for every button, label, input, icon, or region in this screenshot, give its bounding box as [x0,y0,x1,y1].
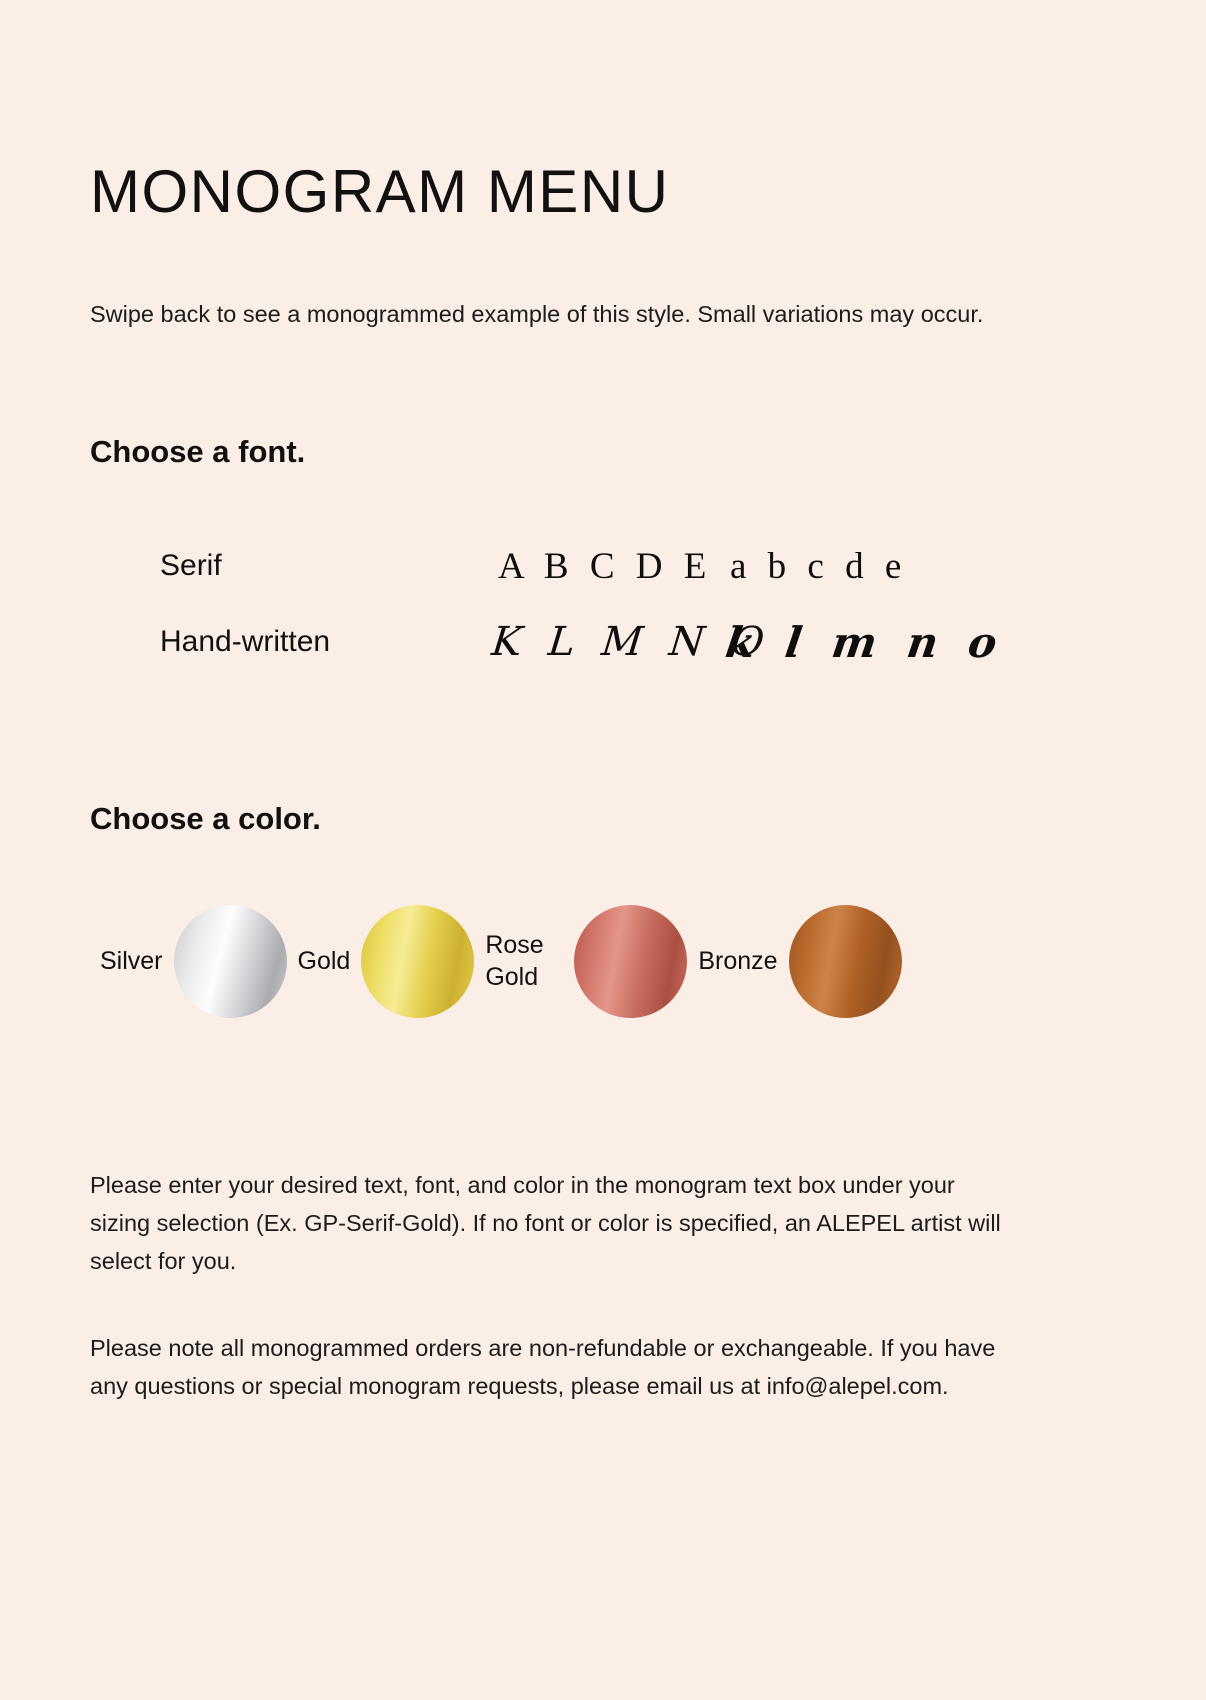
silver-swatch-icon[interactable] [174,905,287,1018]
color-option-label: Gold [297,946,351,975]
gold-swatch-icon[interactable] [361,905,474,1018]
color-option-label: Silver [100,946,163,975]
color-option-gold[interactable] [298,905,486,1018]
intro-paragraph: Swipe back to see a monogrammed example of this style. Small variations may occur. [90,300,984,327]
font-sample-lowercase: a b c d e [730,545,908,587]
color-option-label: Bronze [698,946,778,975]
font-option-label: Hand-written [160,625,331,658]
choose-color-heading: Choose a color. [90,800,321,836]
font-options-list [160,528,1040,680]
font-option-serif[interactable] [160,528,1040,604]
font-sample-uppercase: A B C D E [498,545,713,587]
choose-font-heading: Choose a font. [90,433,306,469]
bronze-swatch-icon[interactable] [789,905,902,1018]
font-sample-uppercase: K L M N O [489,619,774,665]
font-option-label: Serif [160,549,222,582]
page-title: MONOGRAM MENU [90,158,670,226]
rose-gold-swatch-icon[interactable] [574,905,687,1018]
font-sample-lowercase: k l m n o [722,617,1008,667]
refund-policy-paragraph: Please note all monogrammed orders are non-refundable or exchangeable. If you have any questions or special monogram requests, please email us at info@alepel.com. [90,1334,996,1399]
color-option-rose-gold[interactable] [485,905,698,1018]
color-option-label: Rose Gold [485,931,544,991]
color-swatch-list [100,905,1110,1018]
color-option-silver[interactable] [100,905,298,1018]
ordering-instructions-paragraph: Please enter your desired text, font, and color in the monogram text box under your sizing selection (Ex. GP-Serif-Gold). If no font or color is specified, an ALEPEL artist will select for you. [90,1171,1001,1274]
font-option-hand-written[interactable] [160,604,1040,680]
color-option-bronze[interactable] [698,905,912,1018]
